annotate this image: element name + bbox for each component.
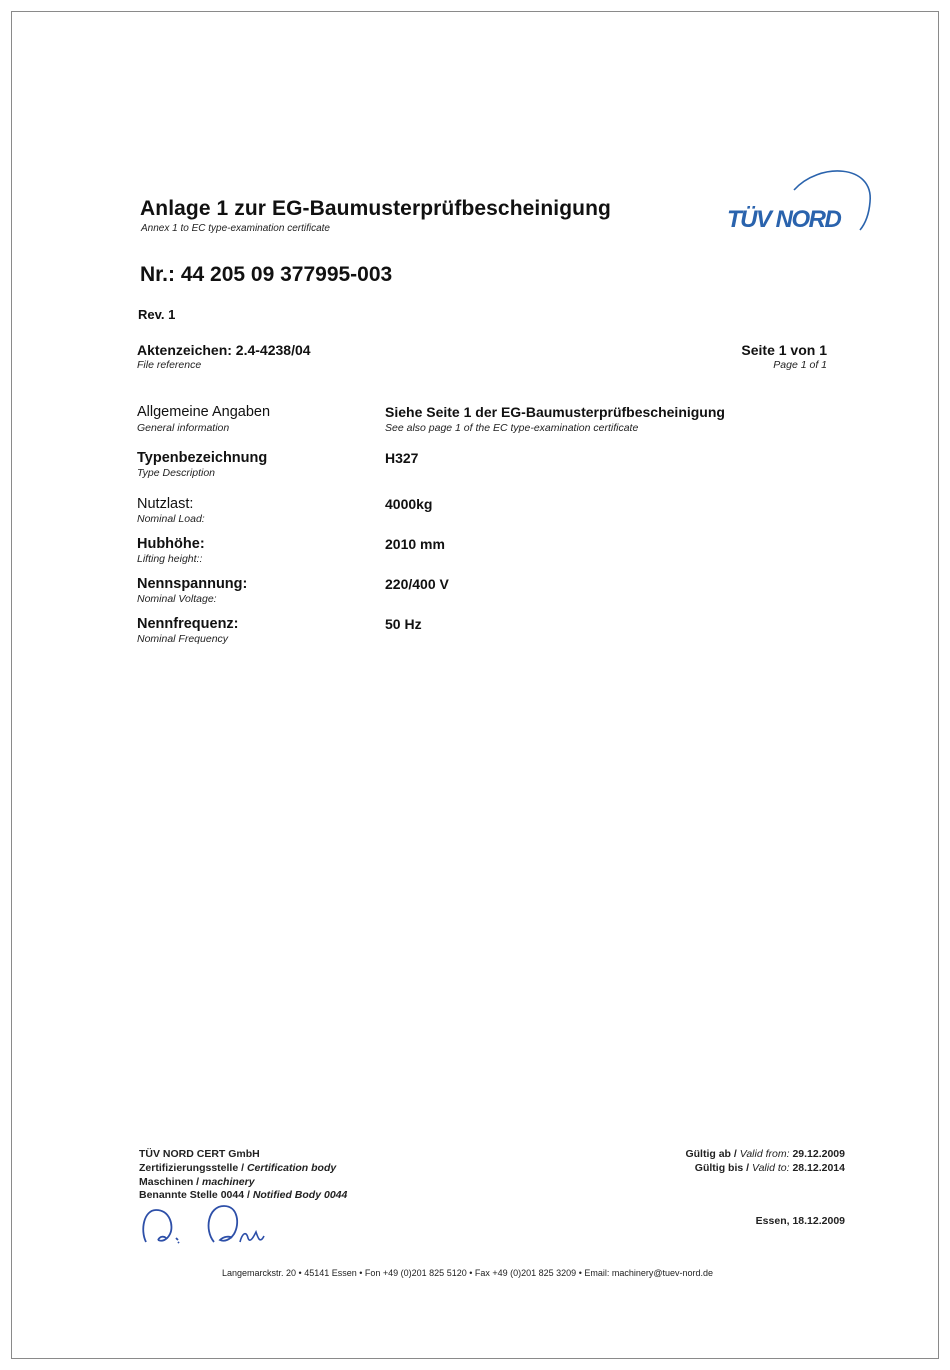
detail-label-en: Lifting height::	[137, 553, 203, 565]
detail-value: 4000kg	[385, 496, 433, 512]
detail-label-en: Nominal Load:	[137, 513, 205, 525]
detail-value: Siehe Seite 1 der EG-Baumusterprüfbescheinigung	[385, 404, 725, 420]
valid-to-de: Gültig bis /	[694, 1162, 750, 1174]
file-reference: Aktenzeichen: 2.4-4238/04	[137, 342, 311, 358]
valid-to	[695, 1162, 845, 1174]
detail-label-en: Nominal Voltage:	[137, 593, 217, 605]
detail-label: Nennfrequenz:	[137, 616, 239, 632]
machinery-de: Maschinen /	[139, 1176, 200, 1188]
valid-from-de: Gültig ab /	[685, 1148, 737, 1160]
detail-label: Allgemeine Angaben	[137, 404, 271, 420]
document-subtitle: Annex 1 to EC type-examination certificate	[141, 223, 330, 234]
machinery-en: machinery	[202, 1176, 255, 1188]
detail-value: H327	[385, 450, 419, 466]
cert-body-en: Certification body	[246, 1162, 337, 1174]
detail-label-en: Nominal Frequency	[137, 633, 229, 645]
valid-from-date: 29.12.2009	[792, 1148, 845, 1160]
detail-value: 50 Hz	[385, 616, 422, 632]
certificate-number: Nr.: 44 205 09 377995-003	[140, 263, 393, 286]
detail-label: Hubhöhe:	[137, 536, 205, 552]
footer-machinery	[139, 1176, 255, 1188]
detail-label: Nennspannung:	[137, 576, 248, 592]
signature	[140, 1200, 270, 1250]
file-reference-en: File reference	[137, 359, 202, 371]
detail-value: 2010 mm	[385, 536, 445, 552]
valid-from	[685, 1148, 845, 1160]
detail-label: Typenbezeichnung	[137, 450, 268, 466]
footer-company: TÜV NORD CERT GmbH	[139, 1148, 260, 1160]
revision: Rev. 1	[138, 307, 176, 322]
notified-en: Notified Body 0044	[252, 1189, 348, 1201]
valid-from-en: Valid from:	[739, 1148, 790, 1160]
detail-label-en: General information	[137, 422, 230, 434]
page-number: Seite 1 von 1	[741, 342, 827, 358]
cert-body-de: Zertifizierungsstelle /	[139, 1162, 245, 1174]
detail-value-en: See also page 1 of the EC type-examination certificate	[385, 422, 639, 434]
valid-to-date: 28.12.2014	[792, 1162, 845, 1174]
notified-de: Benannte Stelle 0044 /	[139, 1189, 250, 1201]
document-title: Anlage 1 zur EG-Baumusterprüfbescheinigung	[140, 197, 611, 220]
page-number-en: Page 1 of 1	[773, 359, 827, 371]
footer-cert-body	[139, 1162, 336, 1174]
logo-text: TÜV NORD	[727, 206, 841, 233]
detail-label-en: Type Description	[137, 467, 216, 479]
footer-address: Langemarckstr. 20 • 45141 Essen • Fon +49 (0)201 825 5120 • Fax +49 (0)201 825 3209 • Email: machinery@tuev-nord.de	[222, 1268, 714, 1278]
place-date: Essen, 18.12.2009	[755, 1215, 845, 1227]
valid-to-en: Valid to:	[751, 1162, 790, 1174]
detail-value: 220/400 V	[385, 576, 449, 592]
detail-label: Nutzlast:	[137, 496, 194, 512]
tuv-nord-logo	[724, 166, 874, 242]
